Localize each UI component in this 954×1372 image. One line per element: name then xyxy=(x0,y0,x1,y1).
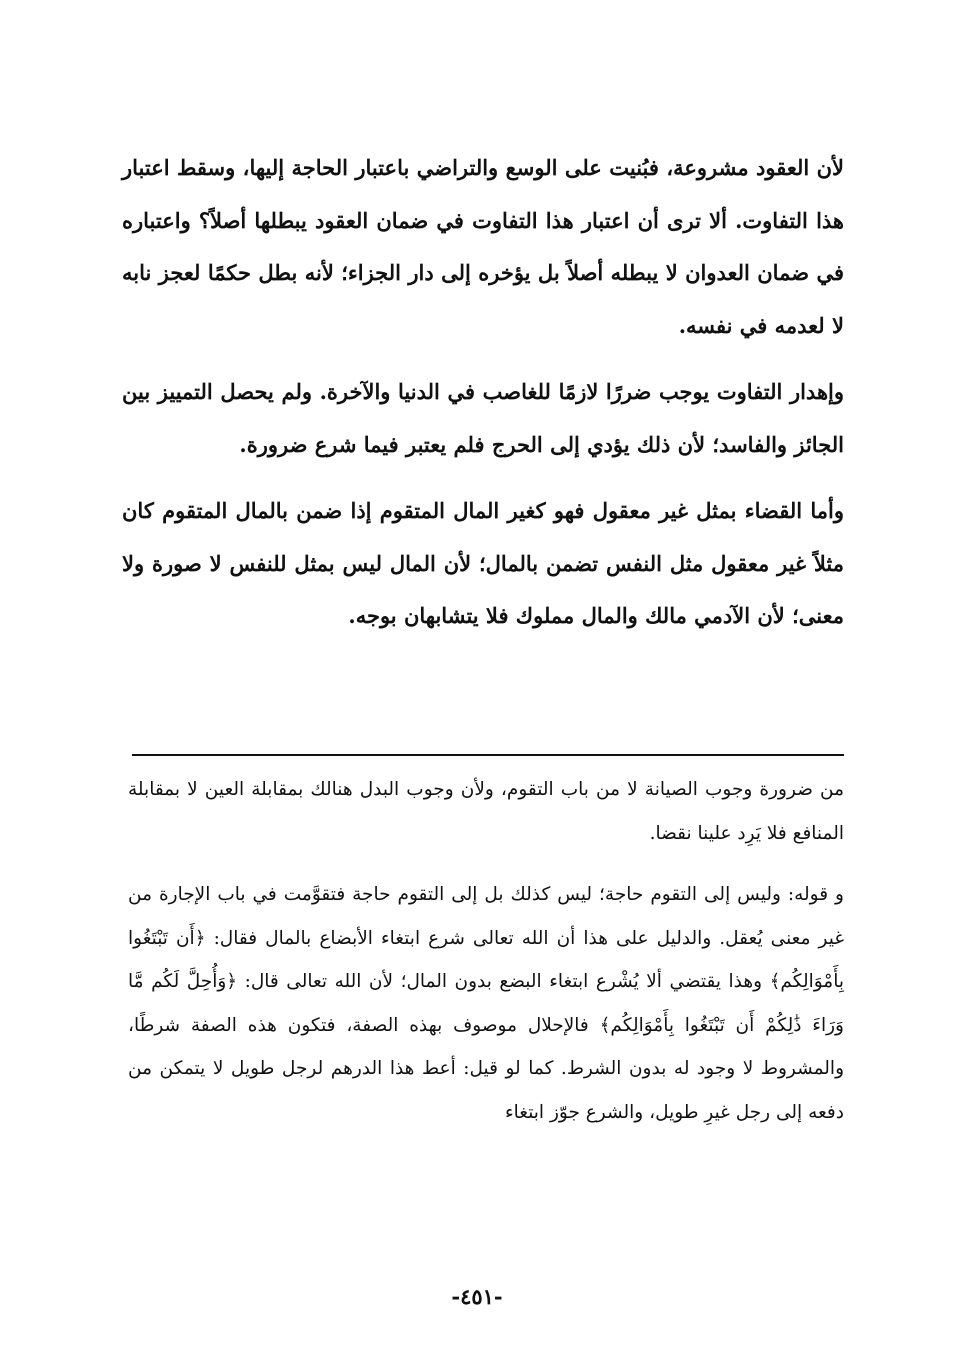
main-text-block xyxy=(122,142,844,657)
main-paragraph-2: وإهدار التفاوت يوجب ضررًا لازمًا للغاصب في الدنيا والآخرة. ولم يحصل التمييز بين الجائز والفاسد؛ لأن ذلك يؤدي إلى الحرج فلم يعتبر فيما شرع ضرورة. xyxy=(122,379,844,457)
footnote-paragraph-1: من ضرورة وجوب الصيانة لا من باب التقوم، ولأن وجوب البدل هنالك بمقابلة العين لا بمقابلة المنافع فلا يَرِد علينا نقضا. xyxy=(128,779,844,844)
footnotes-block xyxy=(128,768,844,1152)
page-number: -٤٥١- xyxy=(451,1284,503,1309)
main-paragraph-1: لأن العقود مشروعة، فبُنيت على الوسع والتراضي باعتبار الحاجة إليها، وسقط اعتبار هذا التفاوت. ألا ترى أن اعتبار هذا التفاوت في ضمان العقود يبطلها أصلاً؟ واعتباره في ضمان العدوان لا يبطله أصلاً بل يؤخره إلى دار الجزاء؛ لأنه بطل حكمًا لعجز نابه لا لعدمه في نفسه. xyxy=(122,155,844,338)
footnote-paragraph-2: و قوله: وليس إلى التقوم حاجة؛ ليس كذلك بل إلى التقوم حاجة فتقوَّمت في باب الإجارة من غير معنى يُعقل. والدليل على هذا أن الله تعالى شرع ابتغاء الأبضاع بالمال فقال: ﴿أَن تَبْتَغُوا بِأَمْوَالِكُم﴾ وهذا يقتضي ألا يُشْرع ابتغاء البضع بدون المال؛ لأن الله تعالى قال: ﴿وَأُحِلَّ لَكُم مَّا وَرَاءَ ذَٰلِكُمْ أَن تَبْتَغُوا بِأَمْوَالِكُم﴾ فالإحلال موصوف بهذه الصفة، فتكون هذه الصفة شرطًا، والمشروط لا وجود له بدون الشرط. كما لو قيل: أعط هذا الدرهم لرجل طويل لا يتمكن من دفعه إلى رجل غيرِ طويل، والشرع جوّز ابتغاء xyxy=(128,884,844,1123)
footnote-separator xyxy=(132,754,844,756)
main-paragraph-3: وأما القضاء بمثل غير معقول فهو كغير المال المتقوم إذا ضمن بالمال المتقوم كان مثلاً غير معقول مثل النفس تضمن بالمال؛ لأن المال ليس بمثل للنفس لا صورة ولا معنى؛ لأن الآدمي مالك والمال مملوك فلا يتشابهان بوجه. xyxy=(122,498,844,628)
